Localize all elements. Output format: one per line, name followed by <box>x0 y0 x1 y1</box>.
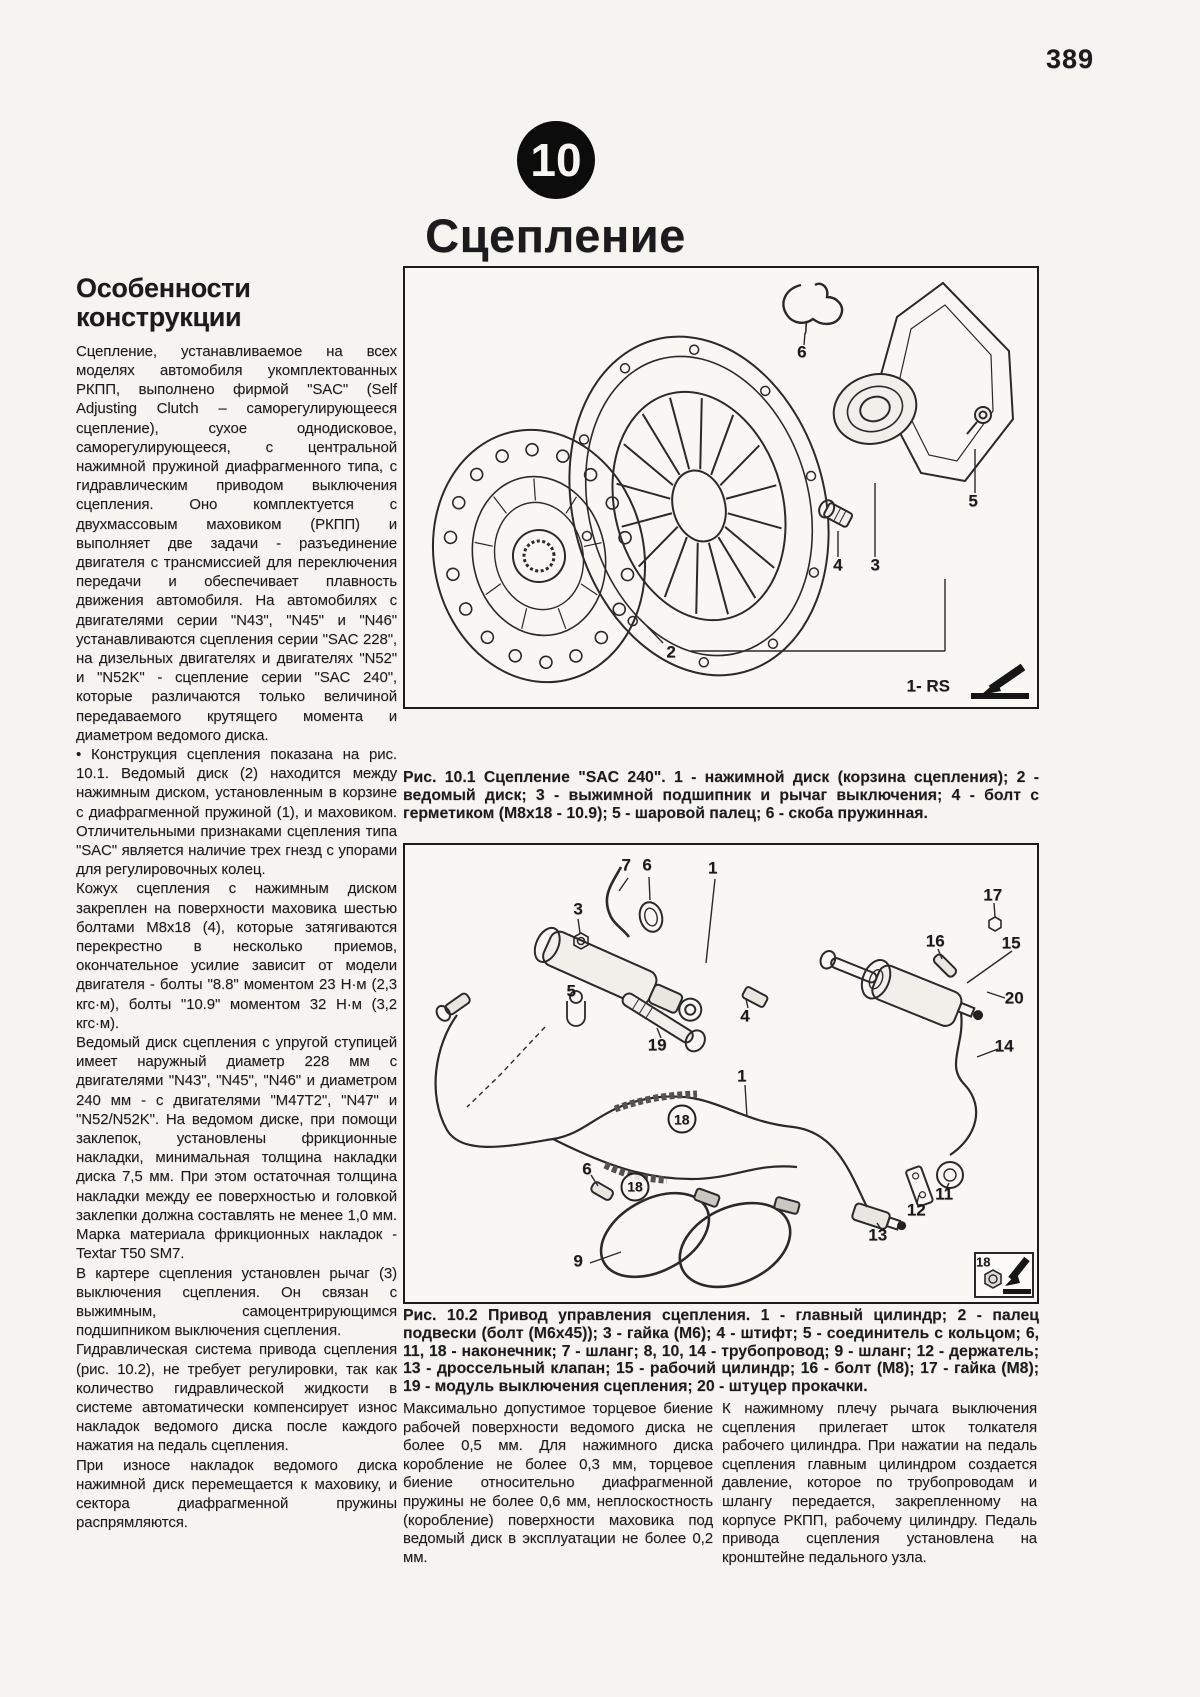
page-turn-icon <box>971 667 1029 699</box>
part-label-2: 2 <box>666 642 676 662</box>
release-lever <box>825 283 1013 481</box>
part-label-17: 17 <box>983 885 1003 905</box>
figure-10-1-caption: Рис. 10.1 Сцепление "SAC 240". 1 - нажимной диск (корзина сцепления); 2 - ведомый диск; 3 - выжимной подшипник и рычаг выключения; 4 - болт с герметиком (М8х18 - 10.9); 5 - шаровой палец; 6 - скоба пружинная. <box>403 769 1039 822</box>
figure-10-2-frame <box>403 843 1039 1304</box>
clutch-assembly-drawing <box>405 268 1037 707</box>
part-label-6: 6 <box>582 1159 592 1179</box>
part-label-5: 5 <box>968 491 978 511</box>
leader-lines <box>640 333 978 651</box>
figure-10-2-caption: Рис. 10.2 Привод управления сцепления. 1 - главный цилиндр; 2 - палец подвески (болт (М6х45)); 3 - гайка (М6); 4 - штифт; 5 - соединитель с кольцом; 6, 11, 18 - наконечник; 7 - шланг; 8, 10, 14 - трубопровод; 9 - шланг; 12 - держатель; 13 - дроссельный клапан; 15 - рабочий цилиндр; 16 - болт (М8); 17 - гайка (М8); 19 - модуль выключения сцепления; 20 - штуцер прокачки. <box>403 1307 1039 1396</box>
part-label-6: 6 <box>642 855 652 875</box>
part-label-1: 1 <box>737 1066 747 1086</box>
chapter-number-badge <box>517 121 595 199</box>
chapter-title: Сцепление <box>425 209 686 262</box>
pressure-plate <box>533 307 865 705</box>
part-label-14: 14 <box>994 1036 1014 1056</box>
part-label-11: 11 <box>935 1184 954 1204</box>
nut-17 <box>989 917 1001 931</box>
body-paragraph: В картере сцепления установлен рычаг (3) выключения сцепления. Он связан с выжимным, самоцентрирующимся подшипником выключения сцепления. <box>76 1264 397 1340</box>
alignment-dashes <box>467 1027 545 1107</box>
hose-9-loops <box>587 1176 804 1302</box>
part-label-12: 12 <box>906 1200 926 1220</box>
part-label-1-rs: 1- RS <box>906 676 951 696</box>
pipe-14 <box>950 1013 976 1155</box>
left-text-column <box>76 274 397 1532</box>
pin-4 <box>742 986 769 1008</box>
part-label-9: 9 <box>573 1251 583 1271</box>
part-label-16: 16 <box>925 931 945 951</box>
fitting-6 <box>590 1181 615 1202</box>
page-number: 389 <box>1045 44 1094 74</box>
body-paragraph: При износе накладок ведомого диска нажимной диск перемещается к маховику, и сектора диафрагменной пружины распрямляются. <box>76 1456 397 1532</box>
bolt <box>816 498 854 529</box>
part-label-18: 18 <box>667 1105 696 1134</box>
section-heading: Особенности конструкции <box>76 273 251 332</box>
legend-label-18: 18 <box>976 1254 991 1270</box>
part-label-19: 19 <box>647 1035 667 1055</box>
body-paragraph: Ведомый диск сцепления с упругой ступицей имеет наружный диаметр 228 мм с двигателями "N43", "N45", "N46" и диаметром 240 мм - с двигателями "M47T2", "N47" и "N52/N52K". На ведомом диске, при помощи заклепок, установлены фрикционные накладки, минимальная толщина накладки диска 7,5 мм. При этом остаточная толщина накладки между ее поверхностью и головкой заклепки должна составлять не менее 1,0 мм. Марка материала фрикционных накладок - Textar T50 SM7. <box>76 1034 397 1263</box>
part-label-4: 4 <box>833 555 843 575</box>
body-paragraph: • Конструкция сцепления показана на рис. 10.1. Ведомый диск (2) находится между нажимным диском, установленным в корзине с диафрагменной пружиной (1), и маховиком. Отличительными признаками сцепления типа "SAC" является наличие трех гнезд с упорами для регулировочных колец. <box>76 746 397 879</box>
master-cylinder <box>530 924 708 1030</box>
body-paragraph: Сцепление, устанавливаемое на всех моделях автомобиля укомплектованных РКПП, выполнено фирмой "SAC" (Self Adjusting Clutch – саморегулирующееся сцепление), сухое однодисковое, саморегулирующееся, с центральной нажимной пружиной диафрагменного типа, с гидравлическим приводом выключения сцепления. Оно комплектуется с двухмассовым маховиком (РКПП) и выполняет две задачи - разъединение двигателя с трансмиссией для переключения передачи и обеспечивает плавность движения автомобиля. На автомобилях с двигателями серии "N43", "N45" и "N46" устанавливаются сцепления серии "SAC 228", на дизельных двигателях и двигателях "N52" и "N52K" - сцепление серии "SAC 240", которые различаются только величиной передаваемого крутящего момента и диаметром ведомого диска. <box>76 342 397 744</box>
release-bearing <box>825 364 926 455</box>
figure-10-1-frame <box>403 266 1039 709</box>
part-label-18: 18 <box>621 1172 650 1201</box>
part-label-6: 6 <box>797 342 807 362</box>
part-label-3: 3 <box>573 899 583 919</box>
part-label-5: 5 <box>566 981 576 1001</box>
part-label-15: 15 <box>1001 933 1021 953</box>
ring-6 <box>636 900 665 935</box>
part-label-7: 7 <box>621 855 631 875</box>
part-label-3: 3 <box>870 555 880 575</box>
bolt-16 <box>932 953 957 978</box>
chapter-number: 10 <box>530 134 582 186</box>
part-label-1: 1 <box>708 858 718 878</box>
bottom-right-column: К нажимному плечу рычага выключения сцепления прилегает шток толкателя рабочего цилиндра. При нажатии на педаль сцепления главным цилиндром создается давление, которое по трубопроводам и шлангу передается, закрепленному на корпусе РКПП, рабочему цилиндру. Педаль привода сцепления установлена на кронштейне педального узла. <box>722 1400 1037 1566</box>
bottom-middle-column: Максимально допустимое торцевое биение рабочей поверхности ведомого диска не более 0,5 мм. Для нажимного диска коробление не более 0,3 мм, торцевое биение относительно диафрагменной пружины не более 0,6 мм, неплоскостность (коробление) поверхности маховика под ведомый диск в эксплуатации не более 0,2 мм. <box>403 1400 713 1566</box>
hose-7 <box>607 867 629 937</box>
pipe-end-fitting <box>434 990 473 1024</box>
part-label-13: 13 <box>868 1225 888 1245</box>
part-label-4: 4 <box>740 1006 750 1026</box>
spring-clip <box>783 284 842 334</box>
clutch-hydraulics-drawing <box>405 845 1037 1302</box>
body-paragraph: Кожух сцепления с нажимным диском закреплен на поверхности маховика шестью болтами М8х18 (4), которые затягиваются перекрестно в несколько приемов, окончательное усилие зависит от модели двигателя - болты "8.8" моментом 23 Н·м (2,3 кгс·м), болты "10.9" моментом 32 Н·м (3,2 кгс·м). <box>76 880 397 1032</box>
part-label-20: 20 <box>1004 988 1024 1008</box>
body-paragraph: Гидравлическая система привода сцепления (рис. 10.2), не требует регулировки, так как количество гидравлической жидкости в системе автоматически компенсирует износ накладок ведомого диска после каждого нажатия на педаль сцепления. <box>76 1341 397 1455</box>
